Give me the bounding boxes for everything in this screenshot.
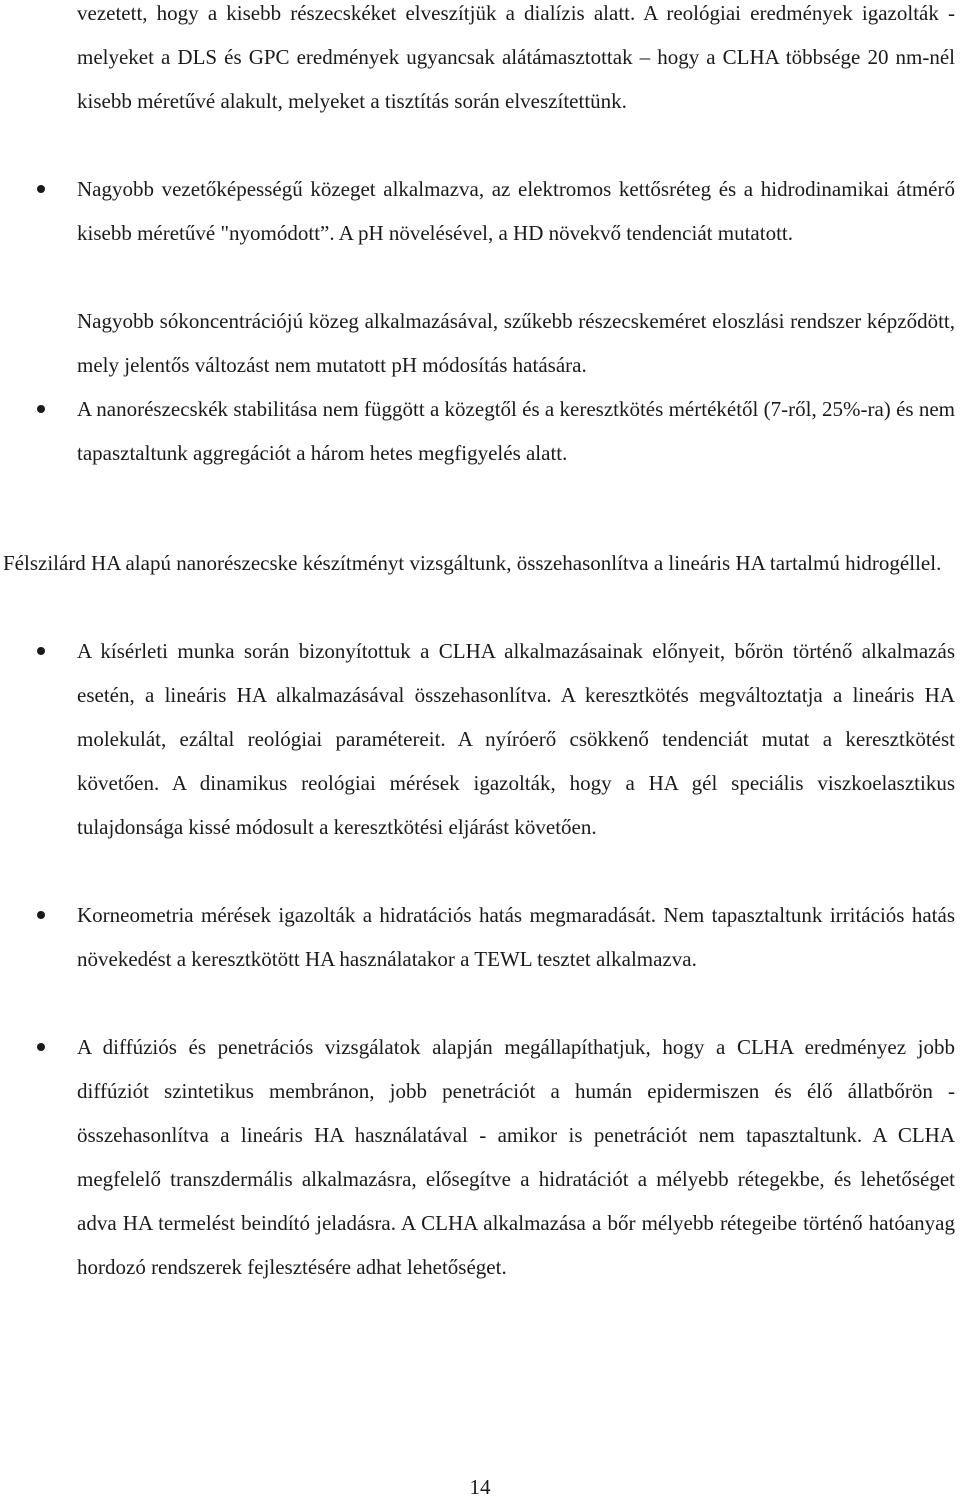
bullet-icon — [31, 167, 51, 211]
list-item — [77, 629, 955, 849]
bullet-icon — [31, 893, 51, 937]
continuation-paragraph: vezetett, hogy a kisebb részecskéket elveszítjük a dialízis alatt. A reológiai eredmények igazolták - melyeket a DLS és GPC eredmények ugyancsak alátámasztottak – hogy a CLHA többsége 20 nm-nél kisebb méretűvé alakult, melyeket a tisztítás során elveszítettünk. — [77, 1, 955, 113]
bullet-icon — [31, 629, 51, 673]
page-number: 14 — [469, 1475, 491, 1499]
list-item — [77, 387, 955, 475]
sub-paragraph: Nagyobb sókoncentrációjú közeg alkalmazásával, szűkebb részecskeméret eloszlási rendszer képződött, mely jelentős változást nem mutatott pH módosítás hatására. — [77, 309, 955, 377]
list-item-text: Korneometria mérések igazolták a hidratációs hatás megmaradását. Nem tapasztaltunk irritációs hatás növekedést a keresztkötött HA használatakor a TEWL tesztet alkalmazva. — [77, 903, 955, 971]
list-item — [77, 1025, 955, 1289]
list-item-text: A diffúziós és penetrációs vizsgálatok alapján megállapíthatjuk, hogy a CLHA eredményez jobb diffúziót szintetikus membránon, jobb penetrációt a humán epidermiszen és élő állatbőrön - összehasonlítva a lineáris HA használatával - amikor is penetrációt nem tapasztaltunk. A CLHA megfelelő transzdermális alkalmazásra, elősegítve a hidratációt a mélyebb rétegekbe, és lehetőséget adva HA termelést beindító jeladásra. A CLHA alkalmazása a bőr mélyebb rétegeibe történő hatóanyag hordozó rendszerek fejlesztésére adhat lehetőséget. — [77, 1035, 955, 1279]
list-item-text: A kísérleti munka során bizonyítottuk a CLHA alkalmazásainak előnyeit, bőrön történő alkalmazás esetén, a lineáris HA alkalmazásával összehasonlítva. A keresztkötés megváltoztatja a lineáris HA molekulát, ezáltal reológiai paramétereit. A nyíróerő csökkenő tendenciát mutat a keresztkötést követően. A dinamikus reológiai mérések igazolták, hogy a HA gél speciális viszkoelasztikus tulajdonsága kissé módosult a keresztkötési eljárást követően. — [77, 639, 955, 839]
bullet-icon — [31, 1025, 51, 1069]
list-item-text: A nanorészecskék stabilitása nem függött a közegtől és a keresztkötés mértékétől (7-ről, 25%-ra) és nem tapasztaltunk aggregációt a három hetes megfigyelés alatt. — [77, 397, 955, 465]
list-item — [77, 893, 955, 981]
section-paragraph: Félszilárd HA alapú nanorészecske készítményt vizsgáltunk, összehasonlítva a lineáris HA tartalmú hidrogéllel. — [3, 551, 942, 575]
list-item — [77, 167, 955, 255]
list-item-text: Nagyobb vezetőképességű közeget alkalmazva, az elektromos kettősréteg és a hidrodinamikai átmérő kisebb méretűvé "nyomódott”. A pH növelésével, a HD növekvő tendenciát mutatott. — [77, 177, 955, 245]
bullet-icon — [31, 387, 51, 431]
